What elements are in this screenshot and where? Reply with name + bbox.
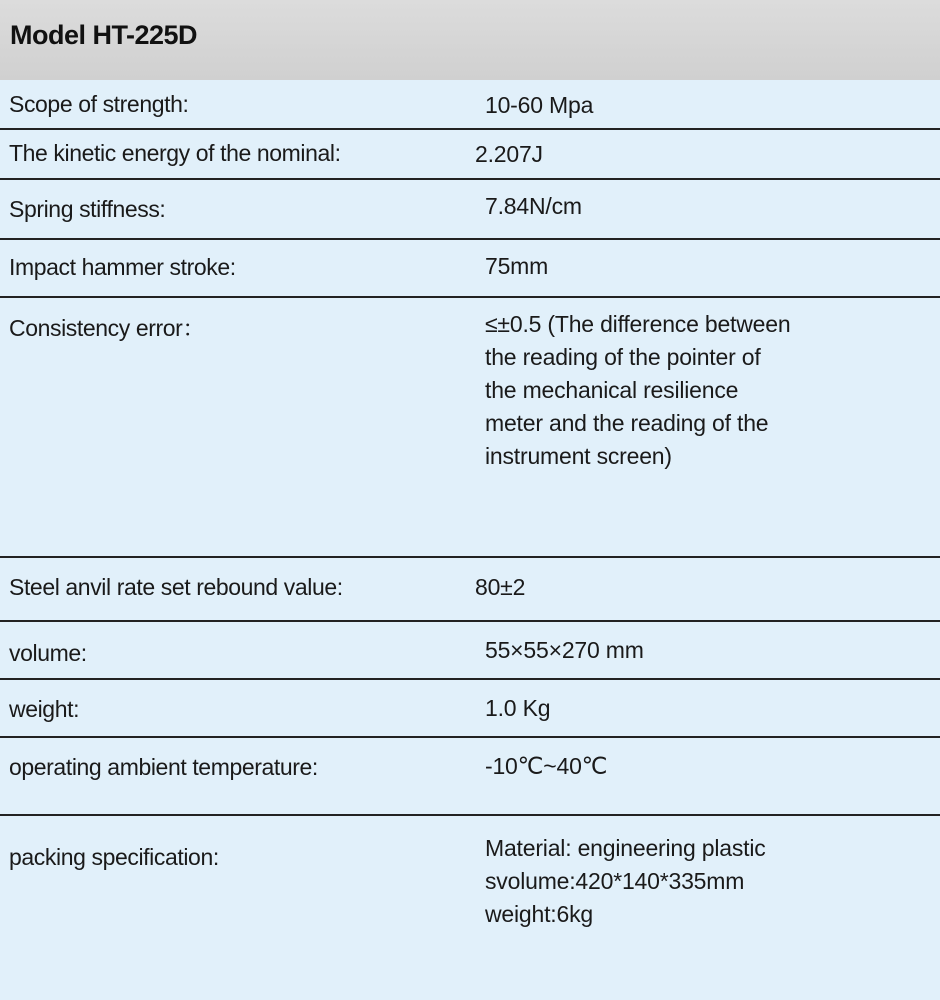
spec-label: Impact hammer stroke: xyxy=(9,254,236,280)
spec-label: The kinetic energy of the nominal: xyxy=(9,140,341,166)
spec-row-temperature xyxy=(0,738,940,794)
spec-value: 75mm xyxy=(485,253,549,279)
spec-value: 1.0 Kg xyxy=(485,695,551,721)
spec-row-weight xyxy=(0,680,940,736)
spec-row-anvil-rebound xyxy=(0,558,940,618)
spec-value: 2.207J xyxy=(475,141,543,167)
spec-value: ≤±0.5 (The difference between the reading of the pointer of the mechanical resilience meter and the reading of the instrument screen) xyxy=(485,311,791,469)
spec-label: packing specification: xyxy=(9,844,219,870)
spec-value: -10℃~40℃ xyxy=(485,753,608,779)
spec-value: 7.84N/cm xyxy=(485,193,582,219)
spec-row-packing xyxy=(0,816,940,946)
spec-label: volume: xyxy=(9,640,87,666)
spec-row-kinetic-energy xyxy=(0,130,940,178)
spec-label: Scope of strength: xyxy=(9,91,189,117)
spec-label: Spring stiffness: xyxy=(9,196,166,222)
header-bar xyxy=(0,0,940,80)
spec-value: 80±2 xyxy=(475,574,526,600)
spec-value: Material: engineering plastic svolume:420*140*335mm weight:6kg xyxy=(485,835,766,927)
spec-row-volume xyxy=(0,622,940,678)
spec-row-spring-stiffness xyxy=(0,180,940,236)
spec-value: 10-60 Mpa xyxy=(485,92,594,118)
spec-label: Steel anvil rate set rebound value: xyxy=(9,574,343,600)
model-title: Model HT-225D xyxy=(10,20,198,50)
spec-row-scope xyxy=(0,80,940,128)
spec-row-consistency-error xyxy=(0,298,940,512)
spec-label: weight: xyxy=(9,696,80,722)
spec-value: 55×55×270 mm xyxy=(485,637,644,663)
spec-row-hammer-stroke xyxy=(0,240,940,296)
spec-label: Consistency error： xyxy=(9,315,206,341)
spec-label: operating ambient temperature: xyxy=(9,754,318,780)
